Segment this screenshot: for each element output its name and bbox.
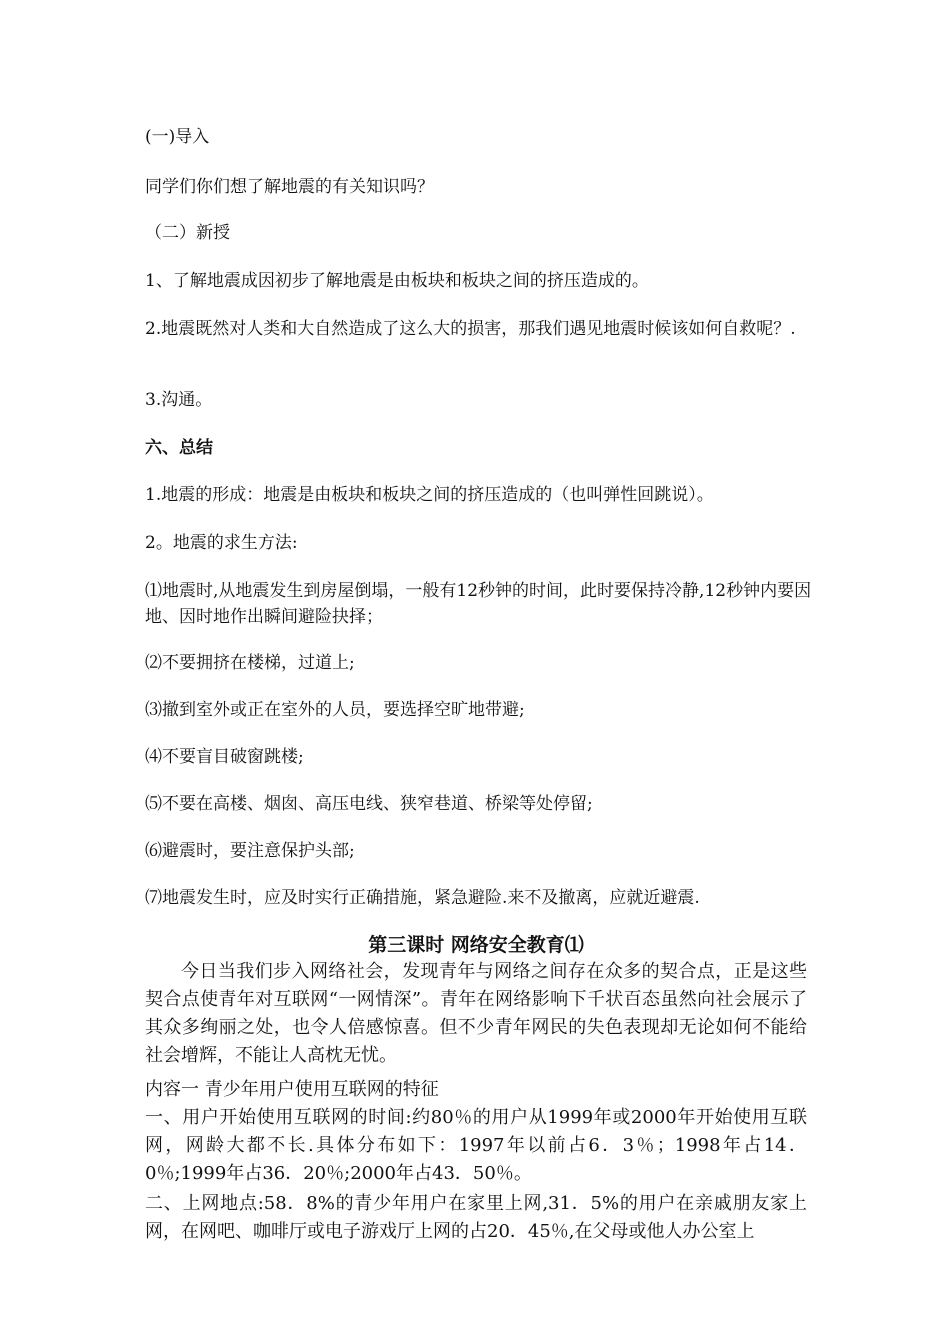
intro-heading: (一)导入 [145, 127, 210, 147]
method-item: ⑶撤到室外或正在室外的人员，要选择空旷地带避; [145, 700, 525, 720]
lesson-title: 第三课时 网络安全教育⑴ [368, 934, 584, 956]
new-item-2: 2.地震既然对人类和大自然造成了这么大的损害，那我们遇见地震时候该如何自救呢？. [145, 319, 796, 339]
summary-heading: 六、总结 [145, 438, 213, 458]
intro-question: 同学们你们想了解地震的有关知识吗？ [145, 177, 434, 197]
lesson-intro: 今日当我们步入网络社会，发现青年与网络之间存在众多的契合点，正是这些契合点使青年对互联网“一网情深”。青年在网络影响下千状百态虽然向社会展示了其众多绚丽之处，也令人倍感惊喜。但不少青年网民的失色表现却无论如何不能给社会增辉，不能让人高枕无忧。 [145, 961, 807, 1066]
summary-item-2: 2。地震的求生方法: [145, 533, 298, 553]
new-item-1: 1、了解地震成因初步了解地震是由板块和板块之间的挤压造成的。 [145, 271, 649, 291]
summary-item-1: 1.地震的形成：地震是由板块和板块之间的挤压造成的（也叫弹性回跳说）。 [145, 485, 714, 505]
method-item: ⑵不要拥挤在楼梯，过道上; [145, 653, 355, 673]
method-item: ⑸不要在高楼、烟囱、高压电线、狭窄巷道、桥梁等处停留; [145, 794, 593, 814]
new-item-3: 3.沟通。 [145, 390, 213, 410]
method-item: ⑹避震时，要注意保护头部; [145, 841, 355, 861]
method-item: ⑺地震发生时，应及时实行正确措施，紧急避险.来不及撤离，应就近避震. [145, 888, 700, 908]
feature-2: 二、上网地点:58．8%的青少年用户在家里上网,31．5%的用户在亲戚朋友家上网，在网吧、咖啡厅或电子游戏厅上网的占20．45％,在父母或他人办公室上 [145, 1193, 807, 1242]
method-item: ⑴地震时,从地震发生到房屋倒塌，一般有12秒钟的时间，此时要保持冷静,12秒钟内要因地、因时地作出瞬间避险抉择； [145, 581, 812, 627]
feature-1: 一、用户开始使用互联网的时间:约80％的用户从1999年或2000年开始使用互联网，网龄大都不长.具体分布如下：1997年以前占6．3％；1998年占14．0％;1999年占36．20％;2000年占43．50％。 [145, 1107, 807, 1184]
method-item: ⑷不要盲目破窗跳楼; [145, 747, 304, 767]
content-heading: 内容一 青少年用户使用互联网的特征 [145, 1079, 439, 1100]
new-heading: （二）新授 [145, 223, 230, 243]
